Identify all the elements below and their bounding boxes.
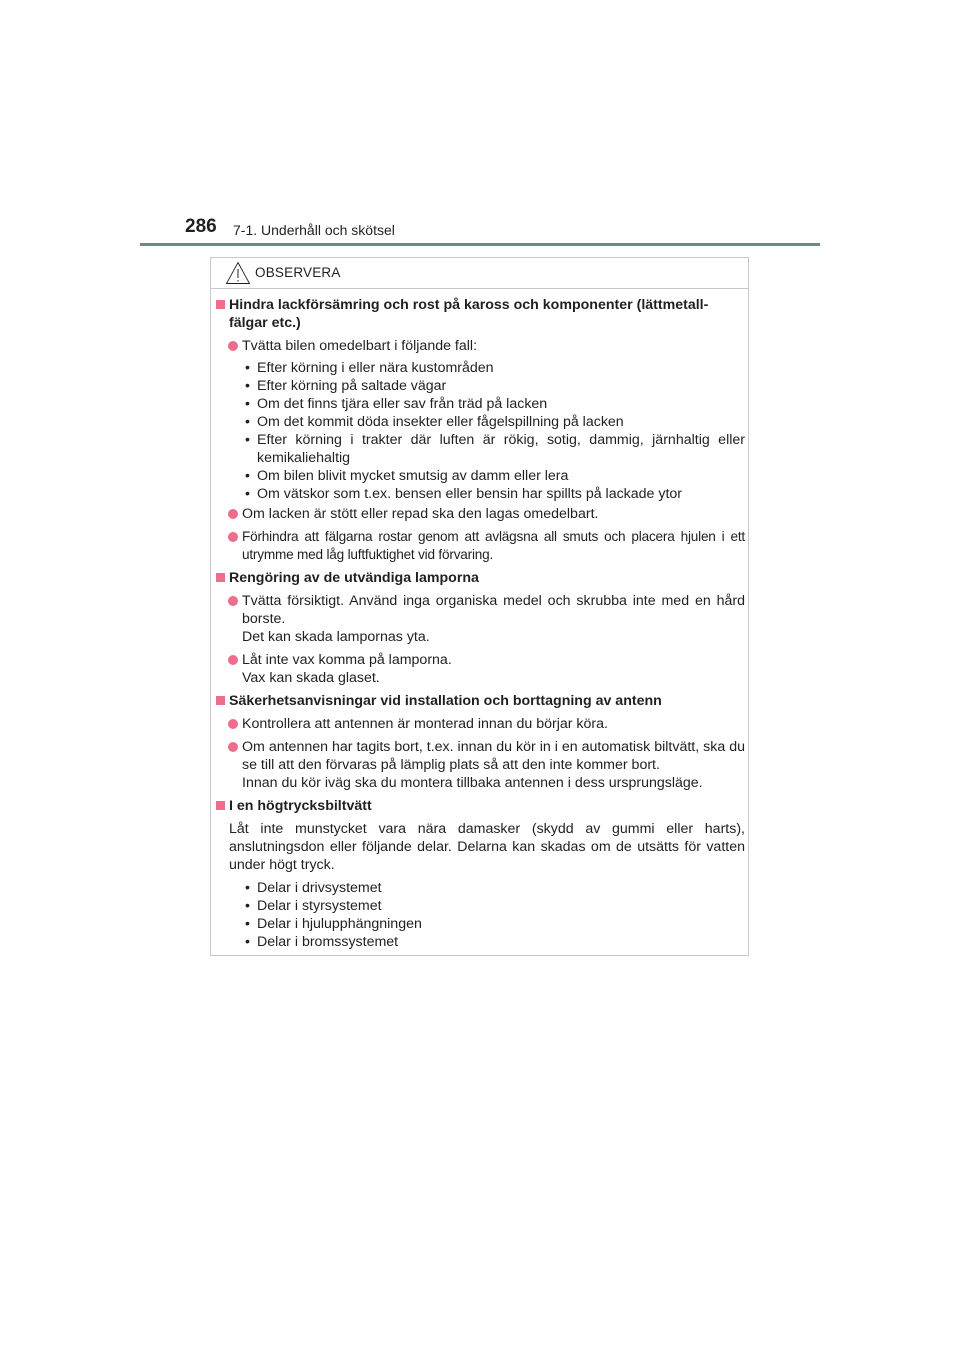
bullet-extra-text: Innan du kör iväg ska du montera tillbaka antennen i dess ursprungsläge.	[242, 775, 703, 791]
notice-box	[210, 257, 749, 956]
list-item	[216, 528, 745, 564]
heading-text: Rengöring av de utvändiga lamporna	[229, 570, 479, 586]
sub-list-item: • Om det finns tjära eller sav från träd på lacken	[216, 395, 745, 413]
circle-bullet-icon	[228, 596, 238, 606]
bullet-text: Förhindra att fälgarna rostar genom att avlägsna all smuts och placera hjulen i ett utrymme med låg luftfuktighet vid förvaring.	[242, 529, 745, 562]
list-item	[216, 651, 745, 687]
sub-list-item: • Efter körning i eller nära kustområden	[216, 359, 745, 377]
circle-bullet-icon	[228, 509, 238, 519]
sub-list-item: • Efter körning i trakter där luften är rökig, sotig, dammig, järnhaltig eller kemikaliehaltig	[216, 431, 745, 467]
bullet-text: Tvätta försiktigt. Använd inga organiska medel och skrubba inte med en hård borste.	[242, 593, 745, 627]
circle-bullet-icon	[228, 655, 238, 665]
list-item	[216, 592, 745, 646]
circle-bullet-icon	[228, 341, 238, 351]
circle-bullet-icon	[228, 719, 238, 729]
section-paragraph: Låt inte munstycket vara nära damasker (skydd av gummi eller harts), anslutningsdon eller följande delar. Delarna kan skadas om de utsätts för vatten under högt tryck.	[229, 821, 745, 873]
section-heading	[216, 797, 745, 815]
section-heading	[216, 569, 745, 587]
bullet-text: Om lacken är stött eller repad ska den lagas omedelbart.	[242, 506, 599, 522]
bullet-extra-text: Vax kan skada glaset.	[242, 670, 380, 686]
notice-header	[211, 258, 748, 289]
bullet-text: Kontrollera att antennen är monterad innan du börjar köra.	[242, 716, 608, 732]
sub-list-item: • Om bilen blivit mycket smutsig av damm eller lera	[216, 467, 745, 485]
list-item	[216, 715, 745, 733]
heading-text: Säkerhetsanvisningar vid installation och borttagning av antenn	[229, 693, 662, 709]
sub-list-item: • Delar i hjulupphängningen	[216, 915, 745, 933]
list-item	[216, 738, 745, 792]
bullet-extra-text: Det kan skada lampornas yta.	[242, 629, 430, 645]
sub-list-item: • Delar i bromssystemet	[216, 933, 745, 951]
sub-list	[216, 359, 745, 503]
heading-text: Hindra lackförsämring och rost på kaross och komponenter (lättmetall-fälgar etc.)	[229, 297, 709, 331]
sub-list-item: • Om vätskor som t.ex. bensen eller bensin har spillts på lackade ytor	[216, 485, 745, 503]
square-bullet-icon	[216, 573, 225, 582]
notice-title: OBSERVERA	[255, 265, 341, 280]
sub-list-item: • Efter körning på saltade vägar	[216, 377, 745, 395]
section-heading	[216, 692, 745, 710]
section-title: 7-1. Underhåll och skötsel	[233, 222, 395, 238]
page-number: 286	[185, 216, 217, 237]
sub-list	[216, 879, 745, 951]
list-item	[216, 505, 745, 523]
section-heading	[216, 296, 745, 332]
list-item	[216, 337, 745, 355]
square-bullet-icon	[216, 801, 225, 810]
sub-list-item: • Om det kommit döda insekter eller fågelspillning på lacken	[216, 413, 745, 431]
bullet-text: Tvätta bilen omedelbart i följande fall:	[242, 338, 478, 354]
sub-list-item: • Delar i styrsystemet	[216, 897, 745, 915]
header-divider	[140, 243, 820, 246]
warning-triangle-icon	[225, 261, 251, 285]
bullet-text: Om antennen har tagits bort, t.ex. innan du kör in i en automatisk biltvätt, ska du se till att den förvaras på lämplig plats så att den inte kommer bort.	[242, 739, 745, 773]
square-bullet-icon	[216, 300, 225, 309]
notice-body	[216, 296, 745, 953]
bullet-text: Låt inte vax komma på lamporna.	[242, 652, 452, 668]
square-bullet-icon	[216, 696, 225, 705]
circle-bullet-icon	[228, 742, 238, 752]
circle-bullet-icon	[228, 532, 238, 542]
sub-list-item: • Delar i drivsystemet	[216, 879, 745, 897]
heading-text: I en högtrycksbiltvätt	[229, 798, 372, 814]
